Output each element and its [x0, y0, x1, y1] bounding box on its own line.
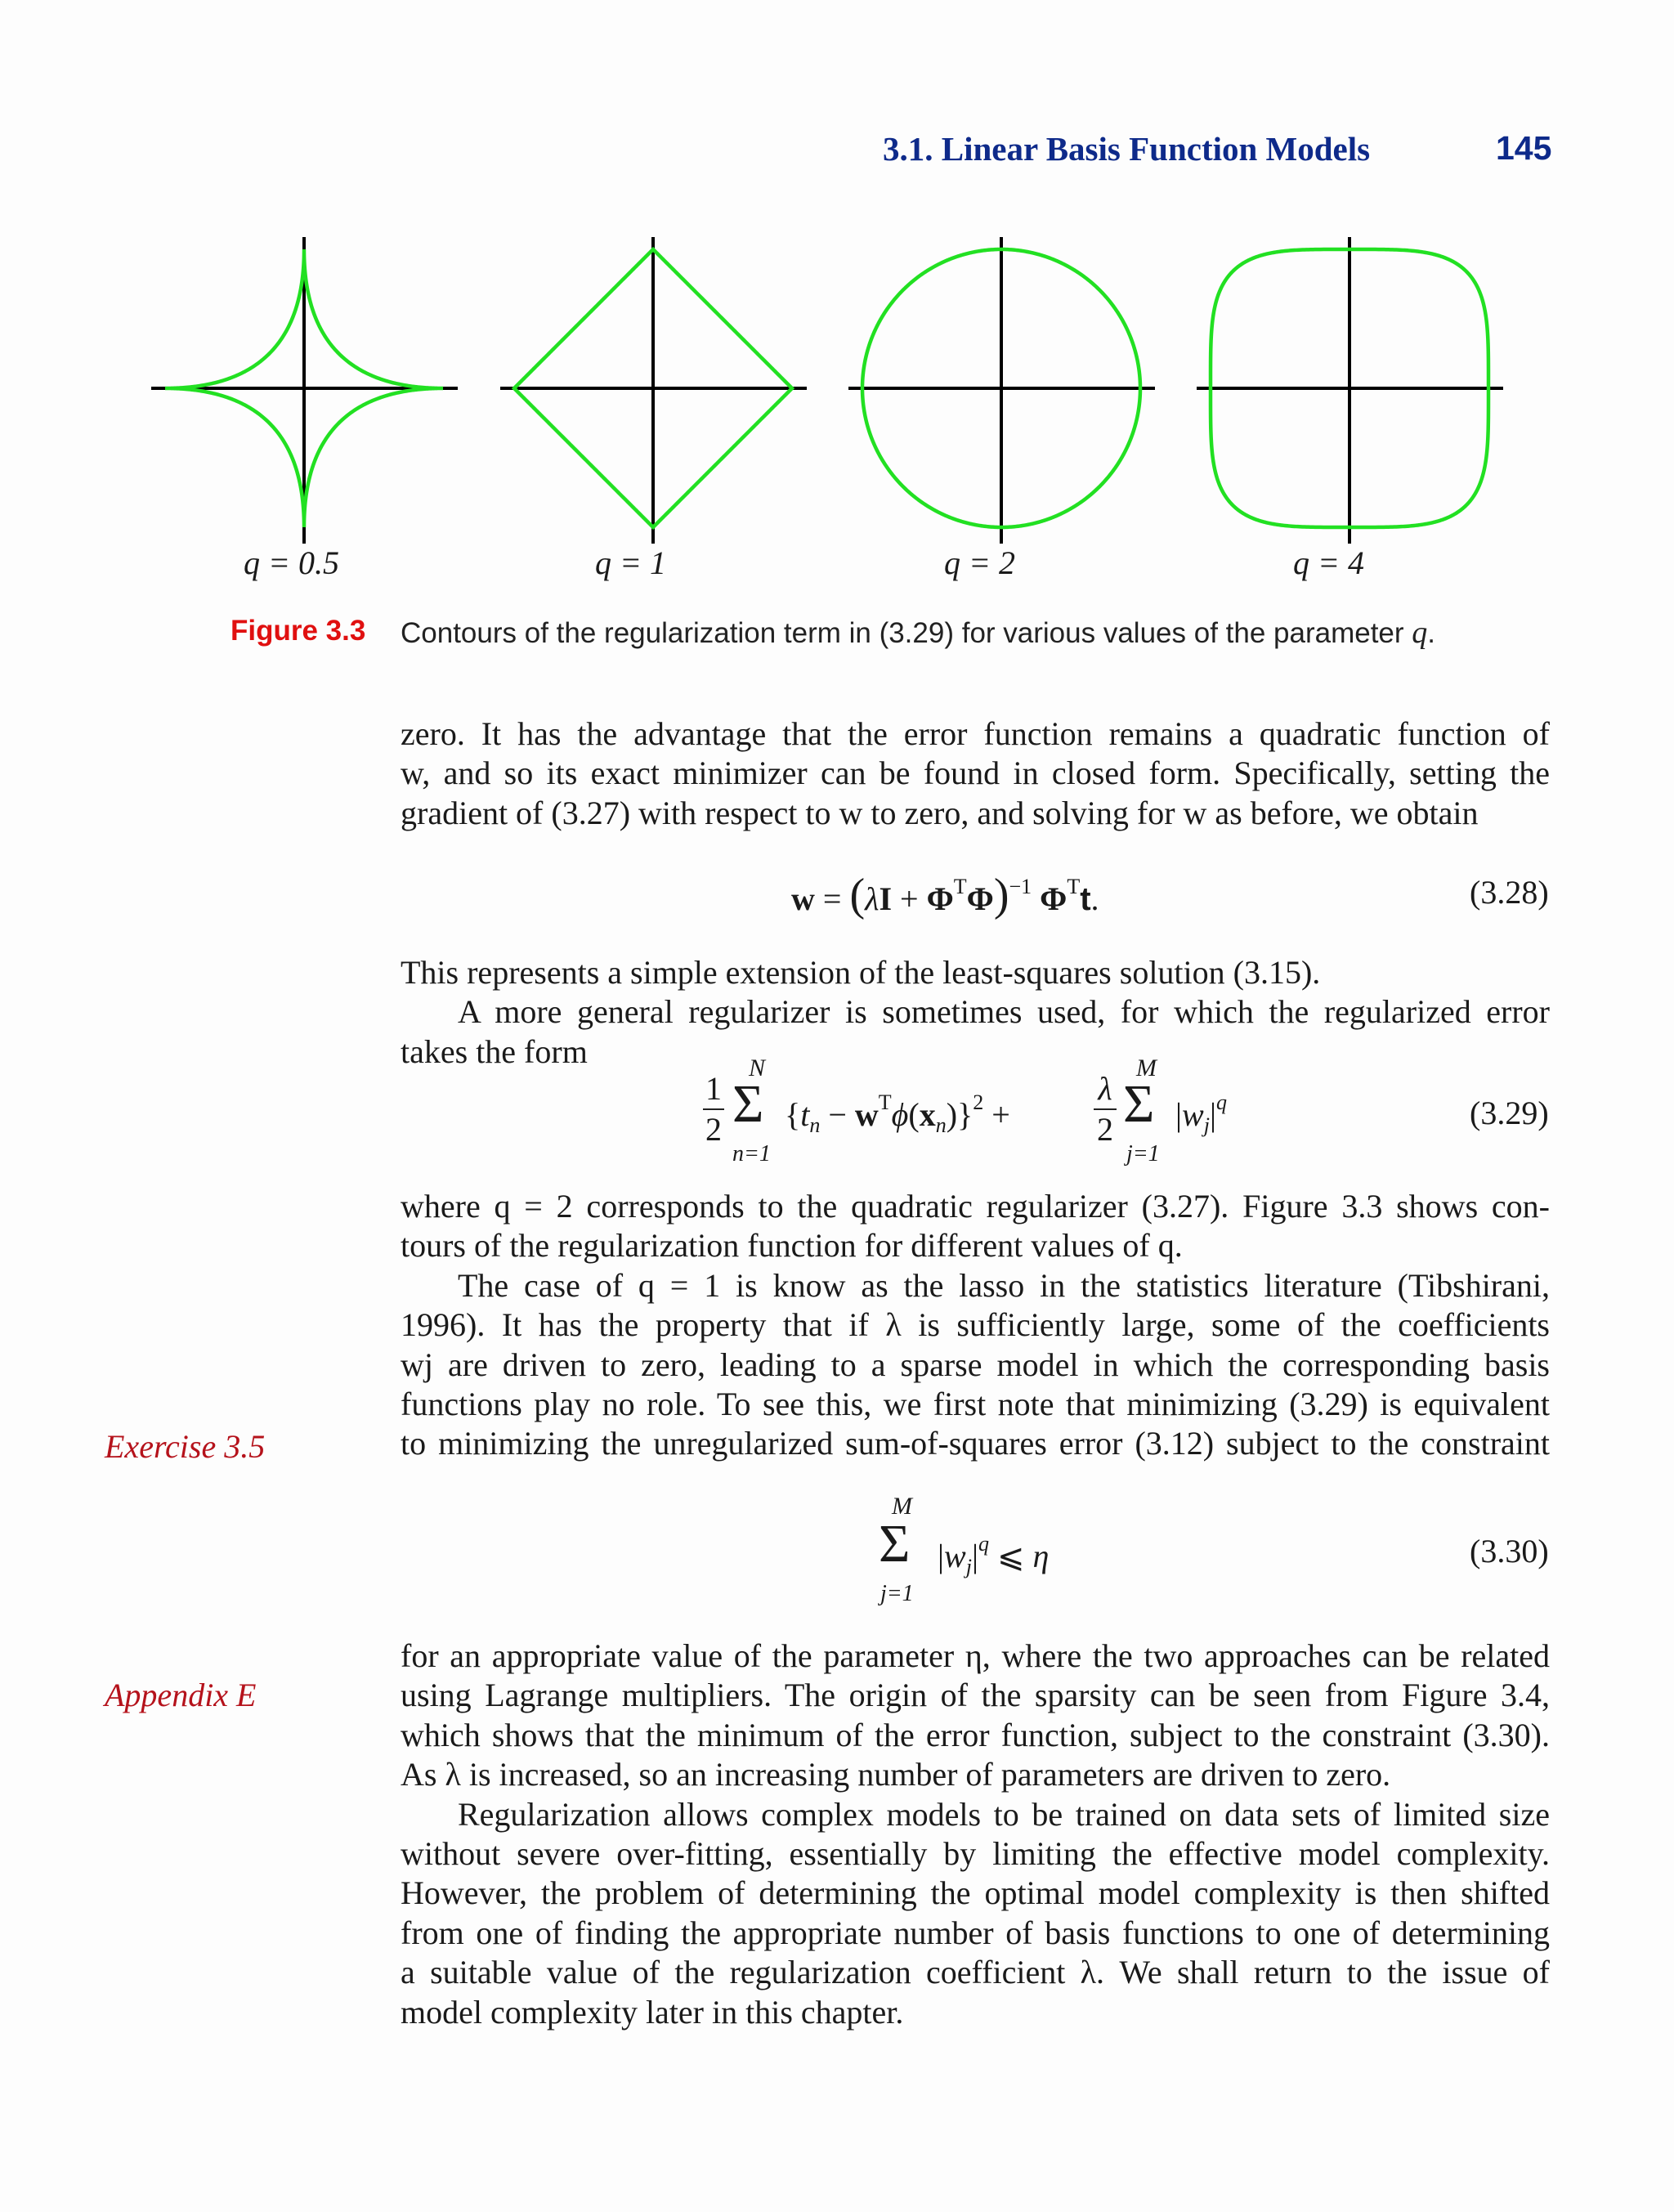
contour-label-q-2: q = 2	[944, 544, 1015, 581]
text-line: model complexity later in this chapter.	[401, 1993, 904, 2031]
text-line: which shows that the minimum of the error function, subject to the constraint (3.30).	[401, 1716, 1550, 1753]
page-number: 145	[1496, 129, 1552, 167]
text-line: This represents a simple extension of the least-squares solution (3.15).	[401, 954, 1321, 991]
contour-label-q-1: q = 1	[595, 544, 666, 581]
text-line: a suitable value of the regularization coefficient λ. We shall return to the issue of	[401, 1954, 1550, 1991]
text-line: from one of finding the appropriate number of basis functions to one of determining	[401, 1914, 1550, 1951]
text-line: wj are driven to zero, leading to a sparse model in which the corresponding basis	[401, 1346, 1550, 1383]
margin-note-exercise[interactable]: Exercise 3.5	[105, 1428, 266, 1465]
paragraph-3	[401, 1187, 1550, 1464]
contour-label-q-4: q = 4	[1293, 544, 1364, 581]
running-header-title: 3.1. Linear Basis Function Models	[883, 130, 1371, 168]
text-line: to minimizing the unregularized sum-of-squares error (3.12) subject to the constraint	[401, 1425, 1550, 1462]
text-line: As λ is increased, so an increasing number of parameters are driven to zero.	[401, 1756, 1391, 1793]
figure-caption-text: Contours of the regularization term in (3.29) for various values of the parameter q.	[401, 616, 1436, 650]
paragraph-1	[401, 714, 1550, 833]
equation-3-29: 1 2 N Σ n=1 $\{t_n - w^T\phi(x_n)\}^2$ + λ 2 M Σ j=1 $|w_j|^q$	[703, 1055, 1275, 1169]
text-line: gradient of (3.27) with respect to w to zero, and solving for w as before, we obtain	[401, 794, 1479, 831]
text-line: w, and so its exact minimizer can be found in closed form. Specifically, setting the	[401, 754, 1550, 792]
figure-caption-label: Figure 3.3	[231, 615, 366, 647]
equation-number-3-28: (3.28)	[1470, 874, 1549, 911]
paragraph-4	[401, 1637, 1550, 2032]
equation-3-28: $w = (\lambda I + \Phi^T\Phi)^{-1}$ $\Phi^Tt$.	[791, 870, 1099, 920]
text-line: functions play no role. To see this, we first note that minimizing (3.29) is equivalent	[401, 1386, 1550, 1423]
contour-label-q-0-5: q = 0.5	[244, 544, 339, 581]
equation-number-3-29: (3.29)	[1470, 1095, 1549, 1131]
text-line: Regularization allows complex models to be trained on data sets of limited size	[458, 1795, 1550, 1833]
text-line: for an appropriate value of the parameter η, where the two approaches can be related	[401, 1637, 1550, 1674]
figure-3-3-contours	[0, 0, 1674, 589]
equation-3-30: M Σ j=1 $|w_j|^q$ ⩽ η	[879, 1493, 1050, 1606]
equation-number-3-30: (3.30)	[1470, 1533, 1549, 1569]
text-line: using Lagrange multipliers. The origin of the sparsity can be seen from Figure 3.4,	[401, 1677, 1550, 1714]
text-line: However, the problem of determining the optimal model complexity is then shifted	[401, 1874, 1550, 1912]
margin-note-appendix[interactable]: Appendix E	[105, 1677, 257, 1713]
text-line: 1996). It has the property that if λ is sufficiently large, some of the coefficients	[401, 1306, 1550, 1344]
text-line: tours of the regularization function for different values of q.	[401, 1227, 1183, 1265]
text-line: The case of q = 1 is know as the lasso in the statistics literature (Tibshirani,	[458, 1266, 1550, 1304]
text-line: without severe over-fitting, essentially by limiting the effective model complexity.	[401, 1835, 1550, 1873]
text-line: takes the form	[401, 1032, 588, 1070]
text-line: zero. It has the advantage that the error function remains a quadratic function of	[401, 715, 1550, 752]
text-line: where q = 2 corresponds to the quadratic regularizer (3.27). Figure 3.3 shows con-	[401, 1188, 1550, 1225]
text-line: A more general regularizer is sometimes used, for which the regularized error	[458, 993, 1550, 1031]
